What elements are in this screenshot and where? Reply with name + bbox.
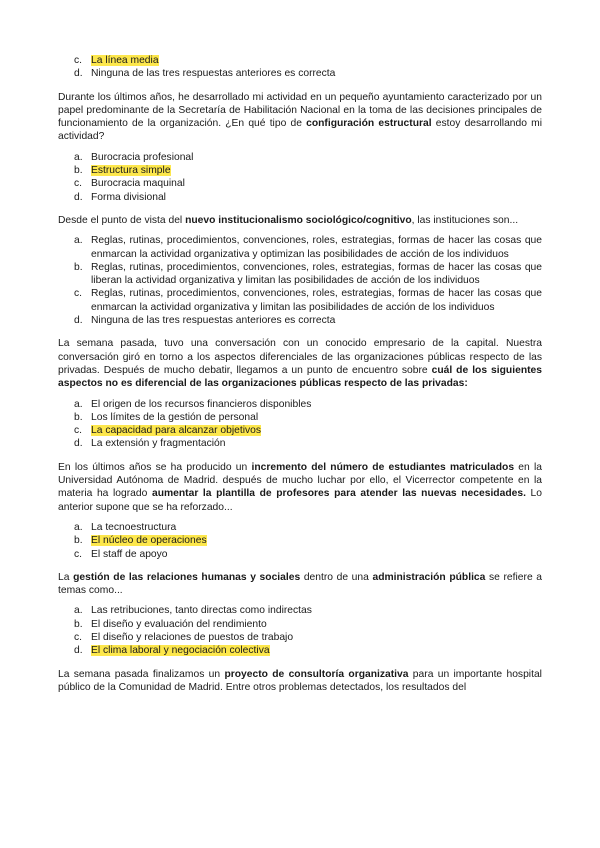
option-list-1 <box>58 151 542 204</box>
document-content <box>58 54 542 694</box>
option-letter: b. <box>74 535 83 547</box>
option-text: La extensión y fragmentación <box>91 438 226 450</box>
option-list-5 <box>58 604 542 657</box>
option-text: La tecnoestructura <box>91 521 177 533</box>
option-item <box>58 314 542 327</box>
option-text: Forma divisional <box>91 191 166 203</box>
option-item <box>58 398 542 411</box>
option-letter: c. <box>74 631 83 643</box>
option-letter: d. <box>74 645 83 657</box>
option-text: El diseño y relaciones de puestos de trabajo <box>91 631 294 643</box>
option-item <box>58 54 542 67</box>
option-item <box>58 424 542 437</box>
option-item <box>58 534 542 547</box>
option-text: Las retribuciones, tanto directas como indirectas <box>91 605 312 617</box>
option-letter: a. <box>74 235 83 247</box>
option-list-0 <box>58 54 542 81</box>
option-letter: b. <box>74 411 83 423</box>
option-item <box>58 191 542 204</box>
option-text: Ninguna de las tres respuestas anteriores es correcta <box>91 68 336 80</box>
option-text: El staff de apoyo <box>91 548 168 560</box>
option-letter: c. <box>74 425 83 437</box>
option-item <box>58 644 542 657</box>
option-text: El diseño y evaluación del rendimiento <box>91 618 267 630</box>
option-item <box>58 604 542 617</box>
option-item <box>58 234 542 261</box>
option-text: Ninguna de las tres respuestas anteriores es correcta <box>91 315 336 327</box>
option-list-4 <box>58 521 542 561</box>
option-letter: c. <box>74 178 83 190</box>
option-item <box>58 164 542 177</box>
question-3: La semana pasada, tuvo una conversación con un conocido empresario de la capital. Nuestra conversación giró en torno a los aspectos diferenciales de las organizaciones públicas respecto de las privadas. Después de mucho debatir, llegamos a un punto de encuentro sobre cuál de los siguientes aspectos no es diferencial de las organizaciones públicas respecto de las privadas: <box>58 338 542 390</box>
option-letter: d. <box>74 438 83 450</box>
option-text-highlighted: Estructura simple <box>91 165 171 177</box>
question-2: Desde el punto de vista del nuevo institucionalismo sociológico/cognitivo, las instituciones son... <box>58 214 519 226</box>
option-text: Burocracia profesional <box>91 151 194 163</box>
option-text-highlighted: El núcleo de operaciones <box>91 535 207 547</box>
option-item <box>58 521 542 534</box>
option-list-3 <box>58 398 542 451</box>
option-text: Reglas, rutinas, procedimientos, convenciones, roles, estrategias, formas de hacer las cosas que liberan la actividad organizativa y limitan las posibilidades de acción de los individuos <box>91 261 542 287</box>
option-letter: c. <box>74 548 83 560</box>
option-text: Reglas, rutinas, procedimientos, convenciones, roles, estrategias, formas de hacer las cosas que enmarcan la actividad organizativa y optimizan las posibilidades de acción de los individuos <box>91 235 542 260</box>
option-item <box>58 287 542 314</box>
option-letter: a. <box>74 605 83 617</box>
option-text-highlighted: El clima laboral y negociación colectiva <box>91 645 270 657</box>
option-letter: a. <box>74 521 83 533</box>
option-item <box>58 261 542 288</box>
option-text-highlighted: La línea media <box>91 55 159 66</box>
option-list-2 <box>58 234 542 327</box>
option-item <box>58 67 542 80</box>
option-letter: c. <box>74 288 83 300</box>
option-letter: d. <box>74 68 83 80</box>
option-letter: d. <box>74 315 83 327</box>
option-text-highlighted: La capacidad para alcanzar objetivos <box>91 425 262 437</box>
question-6: La semana pasada finalizamos un proyecto de consultoría organizativa para un importante hospital público de la Comunidad de Madrid. Entre otros problemas detectados, los resultados del <box>58 668 542 693</box>
option-letter: b. <box>74 618 83 630</box>
option-item <box>58 151 542 164</box>
option-letter: b. <box>74 165 83 177</box>
option-letter: d. <box>74 191 83 203</box>
question-4: En los últimos años se ha producido un incremento del número de estudiantes matriculados en la Universidad Autónoma de Madrid. después de mucho luchar por ello, el Vicerrector competente en la materia ha logrado aumentar la plantilla de profesores para atender las nuevas necesidades. Lo anterior supone que se ha reforzado... <box>58 461 542 513</box>
option-item <box>58 177 542 190</box>
option-text: Burocracia maquinal <box>91 178 185 190</box>
option-letter: b. <box>74 261 83 273</box>
question-1: Durante los últimos años, he desarrollado mi actividad en un pequeño ayuntamiento caracterizado por un papel predominante de la Secretaría de Habilitación Nacional en la toma de las decisiones principales de funcionamiento de la organización. ¿En qué tipo de configuración estructural estoy desarrollando mi actividad? <box>58 91 543 143</box>
option-item <box>58 548 542 561</box>
option-letter: a. <box>74 398 83 410</box>
option-item <box>58 437 542 450</box>
option-letter: c. <box>74 55 83 66</box>
question-5: La gestión de las relaciones humanas y sociales dentro de una administración pública se refiere a temas como... <box>58 571 543 597</box>
option-text: Reglas, rutinas, procedimientos, convenciones, roles, estrategias, formas de hacer las cosas que enmarcan la actividad organizativa y limitan las posibilidades de acción de los individuos <box>91 288 542 313</box>
option-text: Los límites de la gestión de personal <box>91 411 259 423</box>
option-letter: a. <box>74 151 83 163</box>
option-text: El origen de los recursos financieros disponibles <box>91 398 312 410</box>
option-item <box>58 631 542 644</box>
option-item <box>58 411 542 424</box>
option-item <box>58 618 542 631</box>
